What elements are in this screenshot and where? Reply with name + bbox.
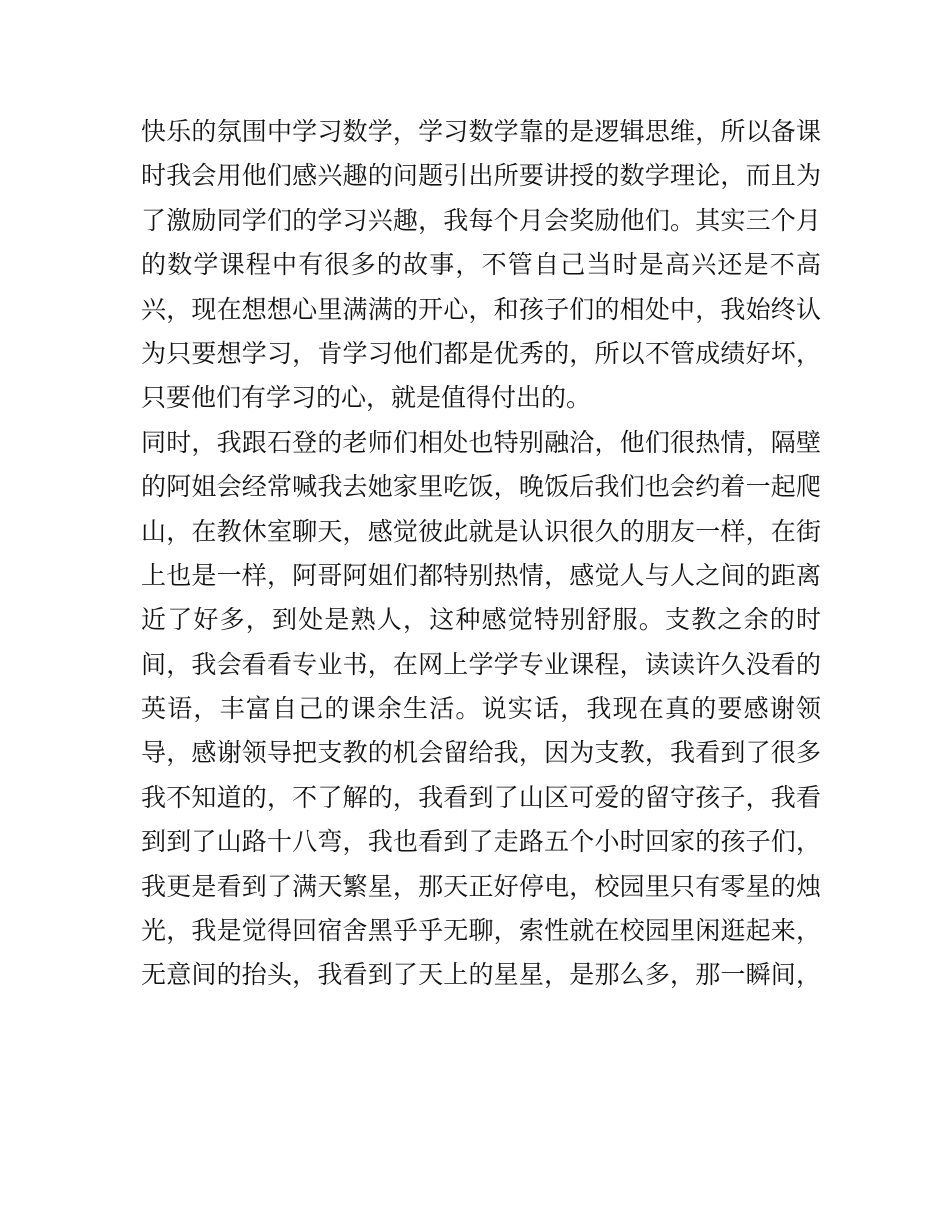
paragraph-line: 到到了山路十八弯，我也看到了走路五个小时回家的孩子们， xyxy=(141,827,821,857)
paragraph-line: 快乐的氛围中学习数学，学习数学靠的是逻辑思维，所以备课 xyxy=(141,117,821,146)
paragraph-line: 间，我会看看专业书，在网上学学专业课程，读读许久没看的 xyxy=(141,649,821,679)
paragraph-line: 英语，丰富自己的课余生活。说实话，我现在真的要感谢领 xyxy=(141,694,821,724)
paragraph-2 xyxy=(141,421,821,998)
paragraph-line: 时我会用他们感兴趣的问题引出所要讲授的数学理论，而且为 xyxy=(141,161,821,191)
paragraph-line: 光，我是觉得回宿舍黑乎乎无聊，索性就在校园里闲逛起来， xyxy=(141,916,821,946)
paragraph-line: 同时，我跟石登的老师们相处也特别融洽，他们很热情，隔壁 xyxy=(141,427,821,457)
body-text xyxy=(141,110,821,998)
paragraph-line: 我不知道的，不了解的，我看到了山区可爱的留守孩子，我看 xyxy=(141,782,821,812)
paragraph-line: 山，在教休室聊天，感觉彼此就是认识很久的朋友一样，在街 xyxy=(141,516,821,546)
paragraph-line: 的数学课程中有很多的故事，不管自己当时是高兴还是不高 xyxy=(141,250,821,280)
paragraph-line: 的阿姐会经常喊我去她家里吃饭，晚饭后我们也会约着一起爬 xyxy=(141,472,821,502)
paragraph-line: 兴，现在想想心里满满的开心，和孩子们的相处中，我始终认 xyxy=(141,294,821,324)
paragraph-line: 为只要想学习，肯学习他们都是优秀的，所以不管成绩好坏， xyxy=(141,338,821,368)
paragraph-line: 上也是一样，阿哥阿姐们都特别热情，感觉人与人之间的距离 xyxy=(141,560,821,590)
paragraph-line: 近了好多，到处是熟人，这种感觉特别舒服。支教之余的时 xyxy=(141,605,821,635)
paragraph-line: 我更是看到了满天繁星，那天正好停电，校园里只有零星的烛 xyxy=(141,871,821,901)
paragraph-1 xyxy=(141,110,821,421)
paragraph-line: 无意间的抬头，我看到了天上的星星，是那么多，那一瞬间， xyxy=(141,960,821,990)
paragraph-line: 导，感谢领导把支教的机会留给我，因为支教，我看到了很多 xyxy=(141,738,821,768)
paragraph-line: 只要他们有学习的心，就是值得付出的。 xyxy=(141,383,592,413)
paragraph-line: 了激励同学们的学习兴趣，我每个月会奖励他们。其实三个月 xyxy=(141,205,821,235)
